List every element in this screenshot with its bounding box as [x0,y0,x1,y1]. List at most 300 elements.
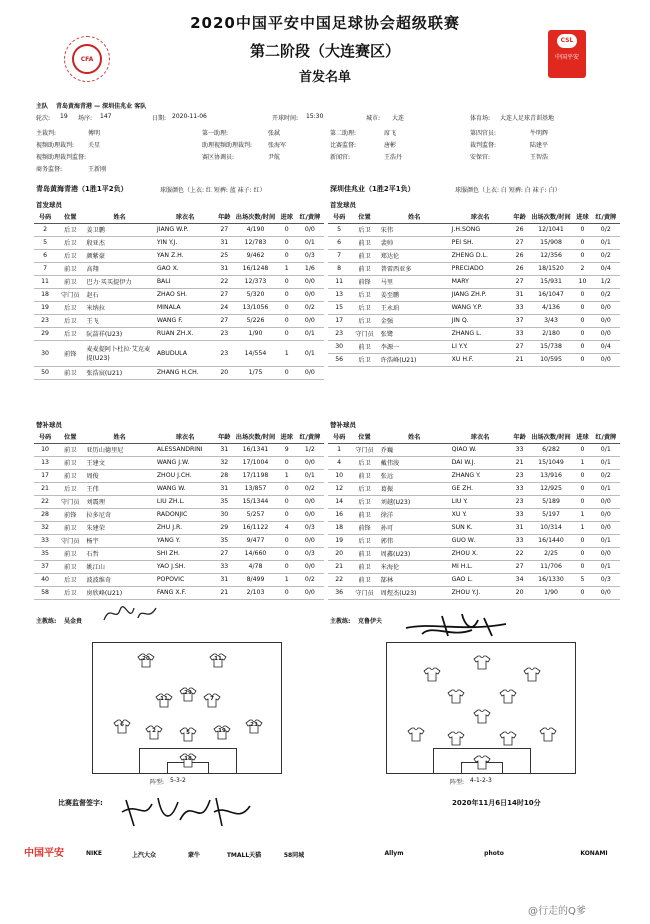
table-cell: 21 [34,482,56,495]
home-kit: 球服颜色（上衣: 红 短裤: 蓝 袜子: 红） [160,187,266,194]
table-cell: 巴力·买买提伊力 [84,275,154,288]
table-cell: 宋伟 [379,223,450,236]
column-header: 出场次数/时间 [529,430,574,443]
table-cell: 前卫 [56,443,84,456]
table-cell: 前卫 [56,456,84,469]
cfa-logo-mark: CFA [72,44,102,74]
official-name-2-3: 尹航 [268,154,281,161]
table-cell: 9/477 [233,534,277,547]
shirt-number: 19 [218,728,226,734]
table-row [34,314,324,327]
table-cell: 0 [573,560,591,573]
table-cell: 14 [328,495,350,508]
table-cell: 波波维奇 [84,573,154,586]
away-team-name: 深圳佳兆业（1胜2平1负） [330,185,415,193]
table-cell: 后卫 [56,327,84,340]
player-shirt-icon [473,655,491,670]
table-cell: MARY [450,275,511,288]
column-header: 年龄 [215,210,233,223]
home-coach-signature [100,602,160,626]
column-header: 球衣名 [155,210,215,223]
away-starters-table [328,210,620,367]
shirt-number: 11 [214,656,222,662]
column-header: 姓名 [379,430,450,443]
table-cell: 0 [573,586,591,599]
table-cell: 6 [328,236,350,249]
player-shirt-icon [499,689,517,704]
table-cell: 25 [215,249,233,262]
shirt-number: 6 [120,722,124,728]
date-value: 2020-11-06 [172,113,207,120]
table-cell: 前卫 [56,275,84,288]
table-cell: 33 [510,508,528,521]
table-cell: 0 [573,236,591,249]
table-cell: 23 [510,469,528,482]
table-row [34,262,324,275]
page-title: 2020中国平安中国足球协会超级联赛 [190,14,460,32]
player-shirt-icon [137,653,155,668]
shirt-number: 5 [186,730,190,736]
table-cell: 张鹭 [379,327,450,340]
table-cell: 0/4 [592,262,620,275]
table-cell: 0 [278,560,296,573]
player-shirt-icon [523,667,541,682]
table-cell: 16/1341 [233,443,277,456]
table-cell: 马里 [379,275,450,288]
table-cell: ZHENG D.L. [450,249,511,262]
table-cell: 1 [278,340,296,366]
table-cell: 1/90 [233,327,277,340]
home-formation: 5-3-2 [170,777,186,784]
table-cell: 11 [34,275,56,288]
away-starters-label: 首发球员 [330,201,356,209]
table-cell: 0/0 [296,275,324,288]
away-kit: 球服颜色（上衣: 白 短裤: 白 袜子: 白） [455,187,561,194]
table-cell: 0 [573,443,591,456]
table-cell: 1/2 [296,443,324,456]
table-cell: 王永珀 [379,301,450,314]
table-cell: 12 [328,482,350,495]
table-cell: 0 [278,547,296,560]
table-cell: WANG J.W. [155,456,215,469]
table-cell: 徐洋 [379,508,450,521]
shirt-number: 20 [142,656,150,662]
table-cell: 36 [328,586,350,599]
column-header: 姓名 [84,430,154,443]
table-cell: 1 [573,508,591,521]
table-cell: 5/197 [529,508,574,521]
table-cell: 31 [215,262,233,275]
table-row [328,275,620,288]
table-cell: 4 [328,456,350,469]
official-name-0-7: 牛明辉 [530,130,549,137]
table-row [34,443,324,456]
table-cell: 0 [573,482,591,495]
player-shirt-icon [145,725,163,740]
table-row [34,560,324,573]
table-cell: 守门员 [56,534,84,547]
column-header: 位置 [56,210,84,223]
table-row [328,314,620,327]
table-row [328,495,620,508]
table-cell: 27 [510,560,528,573]
column-header: 红/黄牌 [592,430,620,443]
table-cell: ABUDULA [155,340,215,366]
table-cell: 姜至鹏 [379,288,450,301]
table-cell: 5/189 [529,495,574,508]
table-cell: 11/706 [529,560,574,573]
table-cell: 27 [510,236,528,249]
supervisor-label: 比赛监督签字: [58,799,103,807]
table-cell: 5 [34,236,56,249]
table-cell: LIU Y. [450,495,511,508]
away-formation-pitch [386,642,576,774]
column-header: 进球 [573,210,591,223]
date-label: 日期: [152,115,167,122]
table-cell: 0/3 [296,249,324,262]
table-cell: 0/0 [296,314,324,327]
table-cell: 周煜杰(U23) [379,586,450,599]
sponsor-logo: 中国平安 [24,848,64,859]
table-cell: 16/1440 [529,534,574,547]
table-cell: 郭伟 [379,534,450,547]
column-header: 号码 [34,430,56,443]
table-cell: JIANG W.P. [155,223,215,236]
teams: 青岛黄海青港 — 深圳佳兆业 客队 [56,103,147,110]
table-cell: PRECIADO [450,262,511,275]
table-cell: 刘越(U23) [379,495,450,508]
table-cell: 15/1344 [233,495,277,508]
table-cell: 30 [215,508,233,521]
table-cell: 0/4 [592,340,620,353]
table-cell: 0/2 [296,301,324,314]
table-cell: 4 [278,521,296,534]
sponsor-logo: 58同城 [283,852,305,859]
table-cell: 刘震理 [84,495,154,508]
table-cell: 乔巍 [379,443,450,456]
table-cell: 前卫 [350,249,378,262]
shirt-number: 11 [160,696,168,702]
table-cell: 10 [328,469,350,482]
table-cell: 后卫 [350,288,378,301]
table-cell: 0/1 [592,236,620,249]
table-cell: 0/1 [592,534,620,547]
table-cell: ZHANG L. [450,327,511,340]
table-cell: 王伟 [84,482,154,495]
shirt-number: 23 [250,722,258,728]
table-cell: 0 [573,340,591,353]
column-header: 进球 [278,210,296,223]
home-starters-label: 首发球员 [36,201,62,209]
table-cell: 31 [215,443,233,456]
table-cell: 32 [34,521,56,534]
table-cell: GAO X. [155,262,215,275]
table-cell: 29 [34,327,56,340]
table-cell: 王飞 [84,314,154,327]
table-cell: 0/1 [296,327,324,340]
table-cell: 拉多尼奇 [84,508,154,521]
table-cell: 裴帅 [379,236,450,249]
table-cell: 前锋 [350,521,378,534]
table-cell: 守门员 [350,327,378,340]
table-cell: 16/1122 [233,521,277,534]
table-cell: 0/2 [296,482,324,495]
table-cell: 0 [573,301,591,314]
player-shirt-icon [203,693,221,708]
player-shirt-icon [155,693,173,708]
sponsor-logo: 上汽大众 [131,852,156,859]
column-header: 姓名 [84,210,154,223]
table-cell: 21 [510,456,528,469]
shirt-number: 2 [152,728,156,734]
away-coach: 克鲁伊夫 [358,618,383,625]
table-cell: 前卫 [350,573,378,586]
table-cell: 后卫 [56,573,84,586]
table-cell: 后卫 [56,314,84,327]
table-cell: 前锋 [56,508,84,521]
table-cell: 0/1 [592,560,620,573]
table-cell: 33 [34,534,56,547]
column-header: 红/黄牌 [592,210,620,223]
home-team-name: 青岛黄海青港（1胜1平2负） [36,185,128,193]
table-row [328,340,620,353]
table-cell: 1/6 [296,262,324,275]
player-shirt-icon [473,709,491,724]
table-cell: 0 [278,508,296,521]
table-cell: 29 [215,521,233,534]
table-cell: 后卫 [350,301,378,314]
table-cell: 18 [34,288,56,301]
table-cell: 22 [215,275,233,288]
sponsor-strip [20,830,630,890]
player-shirt-icon [179,687,197,702]
table-cell: 阮喆祥(U23) [84,327,154,340]
table-cell: 31 [510,521,528,534]
column-header: 出场次数/时间 [529,210,574,223]
table-cell: 0/1 [592,456,620,469]
table-cell: 0 [573,249,591,262]
column-header: 年龄 [510,430,528,443]
table-cell: 0 [573,327,591,340]
home-starters-table [34,210,324,380]
table-cell: 9/462 [233,249,277,262]
table-cell: 0/1 [296,236,324,249]
official-role-0-2: 第一助理: [202,130,229,137]
table-cell: 0/3 [592,573,620,586]
table-cell: YIN Y.J. [155,236,215,249]
table-cell: 1/2 [592,275,620,288]
column-header: 进球 [278,430,296,443]
watermark: @行走的Q爹 [528,906,586,917]
official-name-3-1: 王新刚 [88,166,107,173]
table-cell: 5 [573,573,591,586]
table-row [34,573,324,586]
table-cell: 守门员 [56,288,84,301]
table-cell: 15 [328,301,350,314]
table-cell: 张浩宸(U21) [84,366,154,379]
table-cell: 5/226 [233,314,277,327]
table-cell: 后卫 [350,456,378,469]
table-cell: SUN K. [450,521,511,534]
csl-logo-text: 中国平安 [554,54,579,61]
table-cell: 0 [278,482,296,495]
table-header-row [34,210,324,223]
table-cell: POPOVIC [155,573,215,586]
table-cell: 5/257 [233,508,277,521]
table-row [328,249,620,262]
table-cell: 后卫 [350,314,378,327]
official-role-2-2: 赛区协调员: [202,154,235,161]
table-cell: LIU ZH.L. [155,495,215,508]
table-cell: 郜林 [379,573,450,586]
table-cell: 1 [328,443,350,456]
table-cell: 后卫 [350,223,378,236]
table-cell: ZHOU J.CH. [155,469,215,482]
table-row [328,508,620,521]
table-cell: 33 [510,327,528,340]
table-row [34,586,324,599]
table-cell: 2/103 [233,586,277,599]
table-cell: 许浩峰(U21) [379,353,450,366]
table-cell: 35 [34,547,56,560]
table-cell: 0 [278,327,296,340]
table-cell: 15/931 [529,275,574,288]
table-cell: 33 [510,534,528,547]
stadium-value: 大连人足球青训基地 [500,115,555,122]
column-header: 球衣名 [450,210,511,223]
table-cell: 27 [510,275,528,288]
table-cell: SHI ZH. [155,547,215,560]
table-row [328,236,620,249]
table-cell: 前卫 [350,560,378,573]
table-row [328,288,620,301]
official-role-2-6: 安保官: [470,154,491,161]
table-cell: 0/2 [592,223,620,236]
table-cell: 16/1330 [529,573,574,586]
table-cell: 9 [278,443,296,456]
table-cell: 13/857 [233,482,277,495]
signed-date: 2020年11月6日14时10分 [452,799,541,807]
table-cell: 28 [34,508,56,521]
official-name-0-3: 张弑 [268,130,281,137]
table-cell: 0 [278,586,296,599]
table-cell: 0 [278,301,296,314]
column-header: 年龄 [215,430,233,443]
table-cell: 10/595 [529,353,574,366]
table-row [34,223,324,236]
table-cell: 32 [215,456,233,469]
player-shirt-icon [473,755,491,770]
table-row [34,547,324,560]
table-cell: 0/0 [592,301,620,314]
table-cell: 26 [510,223,528,236]
table-cell: 颜紫豪 [84,249,154,262]
table-cell: 19 [328,534,350,547]
table-cell: 6/282 [529,443,574,456]
table-cell: 米纳拉 [84,301,154,314]
home-formation-pitch [92,642,282,774]
table-cell: YAO J.SH. [155,560,215,573]
table-row [34,301,324,314]
table-cell: 0/3 [296,547,324,560]
table-cell: 0 [573,314,591,327]
sponsor-logo: TMALL天猫 [226,852,262,859]
table-cell: 27 [215,547,233,560]
table-cell: LI Y.Y. [450,340,511,353]
table-cell: 0 [573,469,591,482]
table-cell: MINALA [155,301,215,314]
away-subs-table [328,430,620,600]
table-cell: 0/1 [296,469,324,482]
table-header-row [328,210,620,223]
table-cell: 15/1049 [529,456,574,469]
table-cell: 0/1 [296,340,324,366]
table-cell: 37 [34,560,56,573]
table-header-row [34,430,324,443]
official-name-1-1: 关星 [88,142,101,149]
table-cell: 1 [573,456,591,469]
table-cell: 0 [278,366,296,379]
table-cell: 8/499 [233,573,277,586]
table-cell: 0/1 [592,443,620,456]
column-header: 球衣名 [155,430,215,443]
table-cell: 0 [278,456,296,469]
table-cell: 0 [573,353,591,366]
sponsor-logo: Allym [384,850,404,857]
table-cell: 7 [34,262,56,275]
table-cell: 房欣峰(U21) [84,586,154,599]
table-cell: 10 [34,443,56,456]
table-cell: 14/660 [233,547,277,560]
table-cell: 31 [215,573,233,586]
table-row [34,482,324,495]
table-cell: 前卫 [56,521,84,534]
table-cell: 姚江山 [84,560,154,573]
official-role-2-0: 视频助理裁判监督: [36,154,87,161]
table-cell: 34 [510,573,528,586]
table-cell: 17/1198 [233,469,277,482]
table-header-row [328,430,620,443]
table-cell: 2/180 [529,327,574,340]
sponsor-logo: NIKE [85,850,102,857]
table-cell: 12/373 [233,275,277,288]
player-shirt-icon [447,731,465,746]
table-cell: 1 [278,262,296,275]
player-shirt-icon [245,719,263,734]
table-cell: 0 [278,534,296,547]
official-name-1-5: 唐彬 [384,142,397,149]
table-cell: 0 [573,547,591,560]
table-row [34,469,324,482]
table-cell: 35 [215,534,233,547]
table-cell: 殷亚杰 [84,236,154,249]
table-cell: 亚历山德里尼 [84,443,154,456]
table-cell: XU H.F. [450,353,511,366]
table-cell: 0 [278,236,296,249]
table-cell: 葛振 [379,482,450,495]
table-cell: 5 [328,223,350,236]
table-cell: 0/0 [592,508,620,521]
table-cell: 前卫 [350,340,378,353]
table-cell: 50 [34,366,56,379]
table-cell: 0/2 [592,288,620,301]
table-cell: 10/314 [529,521,574,534]
table-cell: 前卫 [350,236,378,249]
column-header: 位置 [350,430,378,443]
table-cell: 20 [215,366,233,379]
table-cell: 15/908 [529,236,574,249]
table-cell: 23 [328,327,350,340]
